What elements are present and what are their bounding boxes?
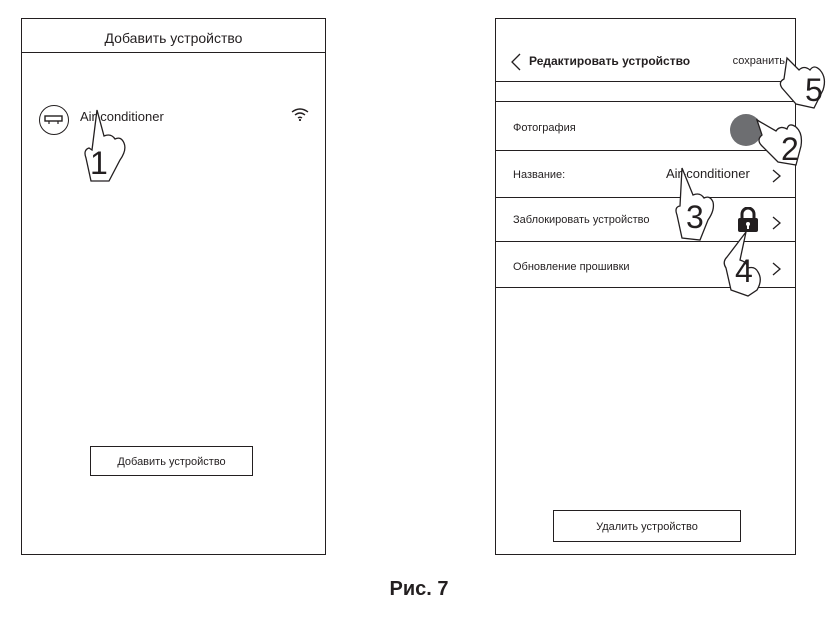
step-number: 1 <box>90 145 108 181</box>
step-number: 2 <box>781 131 799 167</box>
step-number: 3 <box>686 199 704 235</box>
firmware-label: Обновление прошивки <box>513 261 630 273</box>
photo-label: Фотография <box>513 122 576 134</box>
edit-title: Редактировать устройство <box>529 54 691 68</box>
save-button[interactable]: сохранить <box>732 55 785 67</box>
delete-device-button[interactable]: Удалить устройство <box>553 510 741 542</box>
add-device-button[interactable]: Добавить устройство <box>90 446 253 476</box>
device-name: Air-conditioner <box>80 109 164 124</box>
figure-caption: Рис. 7 <box>389 578 449 600</box>
lock-label: Заблокировать устройство <box>513 214 650 226</box>
step-number: 4 <box>735 253 753 289</box>
name-label: Название: <box>513 169 566 181</box>
screen-title: Добавить устройство <box>22 19 325 53</box>
name-value: Air-conditioner <box>666 166 750 181</box>
step-number: 5 <box>805 72 823 108</box>
